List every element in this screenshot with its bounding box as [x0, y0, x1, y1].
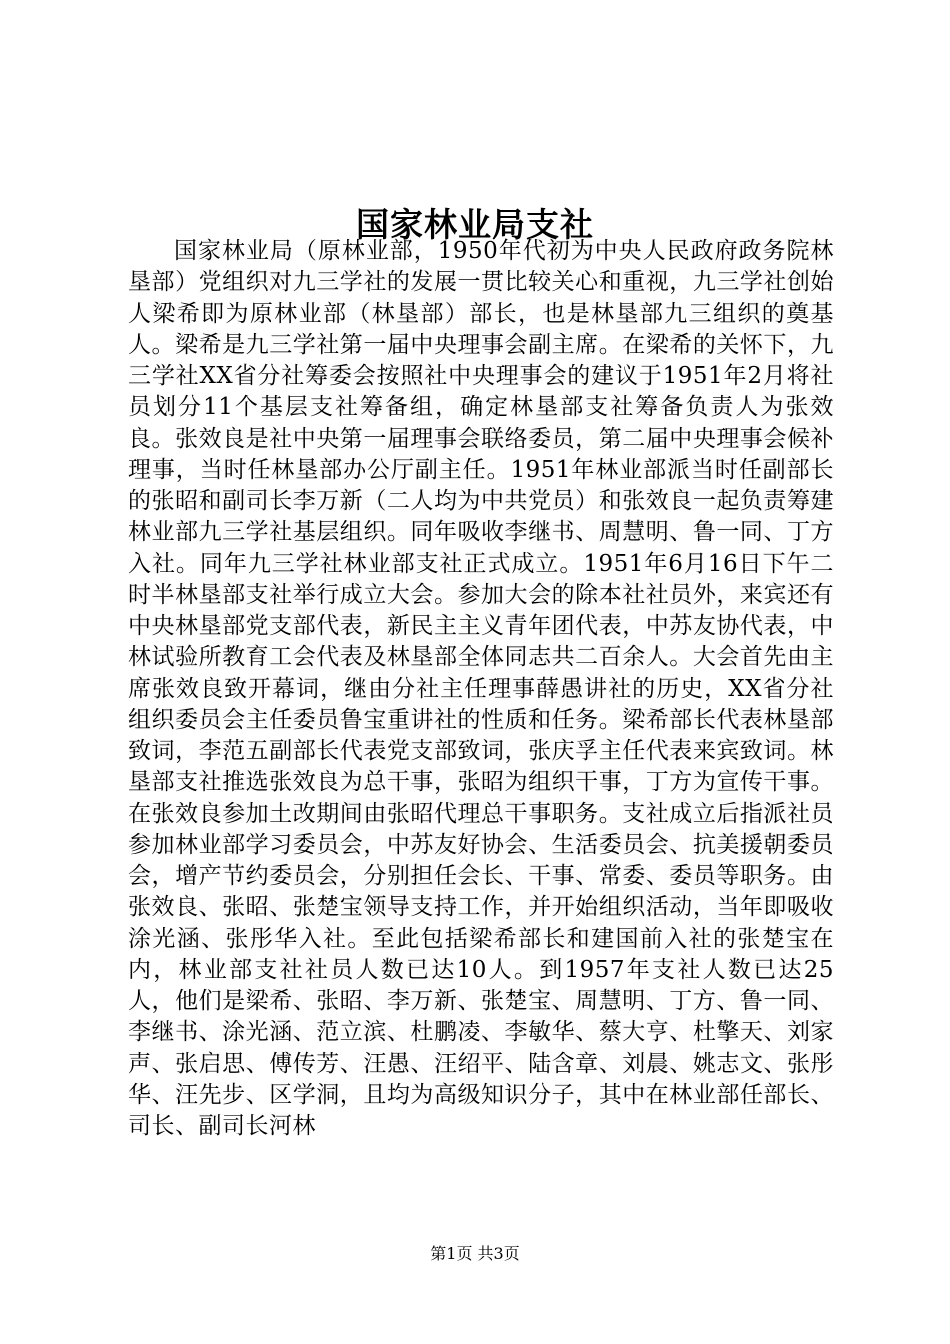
page-number-footer: 第1页 共3页 — [430, 1244, 520, 1263]
document-title: 国家林业局支社 — [356, 205, 594, 245]
document-body-paragraph: 国家林业局（原林业部，1950年代初为中央人民政府政务院林垦部）党组织对九三学社的发展一贯比较关心和重视，九三学社创始人梁希即为原林业部（林垦部）部长，也是林垦部九三组织的奠基人。梁希是九三学社第一届中央理事会副主席。在梁希的关怀下，九三学社XX省分社筹委会按照社中央理事会的建议于1951年2月将社员划分11个基层支社筹备组，确定林垦部支社筹备负责人为张效良。张效良是社中央第一届理事会联络委员，第二届中央理事会候补理事，当时任林垦部办公厅副主任。1951年林业部派当时任副部长的张昭和副司长李万新（二人均为中共党员）和张效良一起负责筹建林业部九三学社基层组织。同年吸收李继书、周慧明、鲁一同、丁方入社。同年九三学社林业部支社正式成立。1951年6月16日下午二时半林垦部支社举行成立大会。参加大会的除本社社员外，来宾还有中央林垦部党支部代表，新民主主义青年团代表，中苏友协代表，中林试验所教育工会代表及林垦部全体同志共二百余人。大会首先由主席张效良致开幕词，继由分社主任理事薛愚讲社的历史，XX省分社组织委员会主任委员鲁宝重讲社的性质和任务。梁希部长代表林垦部致词，李范五副部长代表党支部致词，张庆孚主任代表来宾致词。林垦部支社推选张效良为总干事，张昭为组织干事，丁方为宣传干事。在张效良参加土改期间由张昭代理总干事职务。支社成立后指派社员参加林业部学习委员会，中苏友好协会、生活委员会、抗美援朝委员会，增产节约委员会，分别担任会长、干事、常委、委员等职务。由张效良、张昭、张楚宝领导支持工作，并开始组织活动，当年即吸收涂光涵、张彤华入社。至此包括梁希部长和建国前入社的张楚宝在内，林业部支社社员人数已达10人。到1957年支社人数已达25人，他们是梁希、张昭、李万新、张楚宝、周慧明、丁方、鲁一同、李继书、涂光涵、范立滨、杜鹏凌、李敏华、蔡大亨、杜擎天、刘家声、张启思、傅传芳、汪愚、汪绍平、陆含章、刘晨、姚志文、张彤华、汪先步、区学洞，且均为高级知识分子，其中在林业部任部长、司长、副司长河林 — [128, 238, 834, 1139]
